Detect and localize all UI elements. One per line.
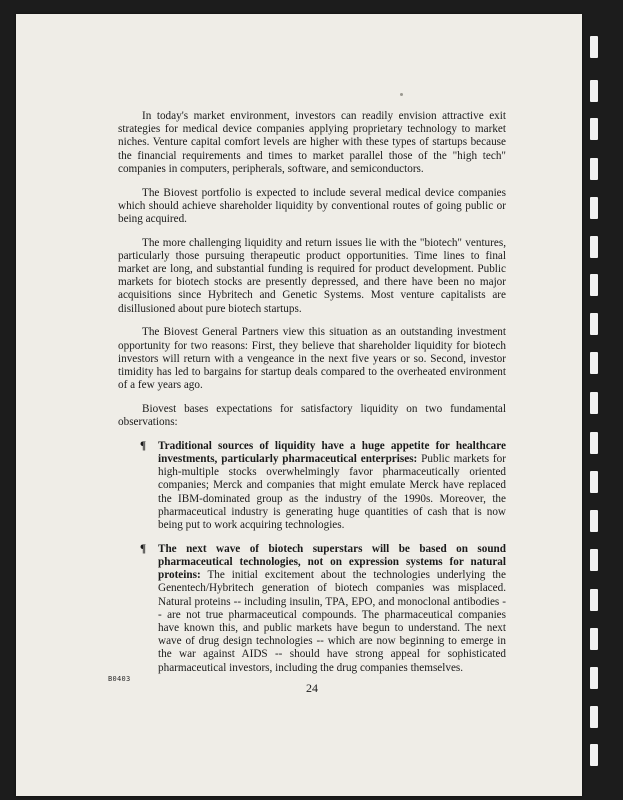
spiral-binding: [590, 0, 600, 800]
binding-ring: [590, 744, 598, 766]
pilcrow-icon: ¶: [140, 439, 147, 452]
binding-ring: [590, 628, 598, 650]
paragraph-portfolio: The Biovest portfolio is expected to include several medical device companies which should achieve shareholder liquidity by conventional routes of going public or being acquired.: [118, 186, 506, 225]
binding-ring: [590, 80, 598, 102]
paragraph-exit-strategies: In today's market environment, investors can readily envision attractive exit strategies for medical device companies applying proprietary technology to market niches. Venture capital comfort levels are higher with these types of startups because the financial requirements and times to market parallel those of the "high tech" companies in computers, peripherals, software, and semiconductors.: [118, 110, 506, 175]
bullet-item: [140, 439, 506, 532]
bullet-item: [140, 542, 506, 675]
bullet-lead: The next wave of biotech superstars will be based on sound pharmaceutical technologies, not on expression systems for natural proteins:: [158, 542, 506, 582]
binding-ring: [590, 510, 598, 532]
binding-ring: [590, 549, 598, 571]
binding-ring: [590, 392, 598, 414]
binding-ring: [590, 274, 598, 296]
bullet-lead: Traditional sources of liquidity have a huge appetite for healthcare investments, particularly pharmaceutical enterprises:: [158, 439, 506, 465]
pilcrow-icon: ¶: [140, 542, 147, 555]
binding-ring: [590, 313, 598, 335]
binding-ring: [590, 236, 598, 258]
body-text: [118, 110, 506, 685]
binding-ring: [590, 197, 598, 219]
binding-ring: [590, 471, 598, 493]
binding-ring: [590, 118, 598, 140]
binding-ring: [590, 36, 598, 58]
paragraph-biotech-challenges: The more challenging liquidity and return issues lie with the "biotech" ventures, particularly those pursuing therapeutic product opportunities. Time lines to final market are long, and substantial funding is required for product development. Public markets for biotech stocks are presently depressed, and there have been no major acquisitions since Hybritech and Genetic Systems. Most venture capitalists are disillusioned about pure biotech startups.: [118, 236, 506, 315]
binding-ring: [590, 158, 598, 180]
binding-ring: [590, 667, 598, 689]
paragraph-observations-intro: Biovest bases expectations for satisfactory liquidity on two fundamental observations:: [118, 402, 506, 429]
bullet-text: The initial excitement about the technologies underlying the Genentech/Hybritech generation of biotech companies was misplaced. Natural proteins -- including insulin, TPA, EPO, and monoclonal antibodies -- are not true pharmaceutical compounds. The pharmaceutical companies have known this, and public markets have begun to understand. The next wave of drug design technologies -- which are now beginning to emerge in the war against AIDS -- should have strong appeal for sophisticated pharmaceutical investors, including the drug companies themselves.: [158, 569, 506, 674]
binding-ring: [590, 352, 598, 374]
bullet-text: Public markets for high-multiple stocks overwhelmingly favor pharmaceutically oriented companies; Merck and companies that might emulate Merck have replaced the IBM-dominated group as the industry of the 1990s. Moreover, the pharmaceutical industry is generating huge quantities of cash that is now being put to work acquiring technologies.: [158, 452, 506, 531]
page-number: 24: [306, 681, 318, 695]
document-id: B0403: [108, 675, 131, 683]
paragraph-opportunity: The Biovest General Partners view this situation as an outstanding investment opportunity for two reasons: First, they believe that shareholder liquidity for biotech investors will return with a vengeance in the next five years or so. Second, investor timidity has led to bargains for startup deals compared to the overheated environment of a few years ago.: [118, 326, 506, 392]
binding-ring: [590, 706, 598, 728]
binding-ring: [590, 432, 598, 454]
binding-ring: [590, 589, 598, 611]
paper-speck: [400, 93, 403, 96]
